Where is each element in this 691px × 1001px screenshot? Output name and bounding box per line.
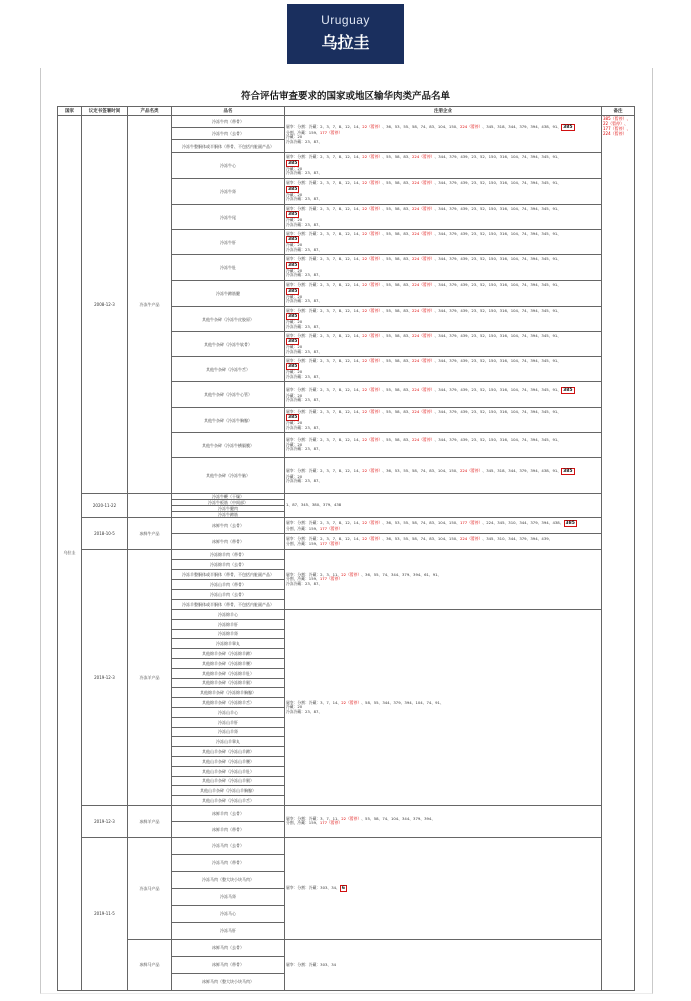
document-title: 符合评估审查要求的国家或地区输华肉类产品名单 (240, 91, 450, 102)
group-date: 2019-12-3 (82, 805, 128, 837)
enterprise-conditions: 屠宰：分割：冷藏：2、3、7、8、12、14、22（暂停）、55、58、83、224（暂停）、344、379、439、23、52、150、316、104、74、394、345、91、 385 冷藏：20 冷冻冷藏：23、87、 (285, 179, 602, 205)
highlighted-code: 385 (565, 520, 575, 526)
highlighted-code: 385 (288, 314, 298, 320)
table-row (58, 550, 635, 560)
header-protocol-date: 议定书签署时间 (82, 107, 128, 116)
group-category: 冰鲜马产品 (128, 939, 172, 990)
product-name: 其他牛杂碎（冷冻牛舌） (172, 357, 285, 382)
enterprise-conditions: 屠宰：分割：冷藏：3、7、11、22（暂停）、55、58、74、104、344、379、394、 分割，冷藏：159、177（暂停） (285, 805, 602, 837)
table-row (58, 837, 635, 854)
enterprise-conditions: 屠宰：分割：冷藏：2、3、11、22（暂停）、36、55、74、344、379、394、61、91、 分割，冷藏：159、177（暂停） 冷冻冷藏：23、87、 (285, 550, 602, 610)
product-name: 冷冻山羊肉（带骨） (172, 580, 285, 590)
table-row (58, 116, 635, 128)
highlighted-code: 385 (288, 237, 298, 243)
product-name: 冰鲜羊肉（去骨） (172, 805, 285, 821)
table-row (58, 518, 635, 534)
product-name: 冷冻绵羊肉（去骨） (172, 560, 285, 570)
country-banner (287, 4, 404, 64)
product-name: 冷冻牛肝 (172, 230, 285, 255)
enterprise-conditions: 屠宰：分割：冷藏：2、3、7、8、12、14、22（暂停）、55、58、83、224（暂停）、344、379、439、23、52、150、316、104、74、394、345、91、 385 冷藏：20 冷冻冷藏：23、87、 (285, 307, 602, 332)
group-date: 2019-11-5 (82, 837, 128, 990)
product-name: 冷冻牛板筋（中间部） (172, 500, 285, 506)
enterprise-conditions: 屠宰：分割：冷藏：2、3、7、8、12、14、22（暂停）、55、58、83、224（暂停）、344、379、439、23、52、150、316、104、74、394、345、91、 385 冷藏：20 冷冻冷藏：23、87、 (285, 382, 602, 408)
product-name: 冰鲜马肉（整大块小块马肉） (172, 973, 285, 990)
product-name: 冷冻绵羊肉（带骨） (172, 550, 285, 560)
highlighted-code: 385 (288, 186, 298, 192)
product-name: 冷冻绵羊肾 (172, 629, 285, 639)
product-name: 冷冻山羊心 (172, 707, 285, 717)
enterprise-conditions: 屠宰：分割：冷藏：3、7、14、22（暂停）、58、55、344、379、394、104、74、91、 冷藏：20 冷冻冷藏：23、87、 (285, 610, 602, 806)
highlighted-code: 385 (563, 468, 573, 474)
enterprise-conditions: 屠宰：分割：冷藏：2、3、7、8、12、14、22（暂停）、55、58、83、224（暂停）、344、379、439、23、52、150、316、104、74、394、345、91、 冷藏：20 冷冻冷藏：23、87、 (285, 433, 602, 458)
enterprise-conditions: 屠宰：分割：冷藏：303、34 (285, 939, 602, 990)
group-date: 2018-10-5 (82, 518, 128, 550)
product-name: 其他绵羊杂碎（冷冻绵羊腰） (172, 658, 285, 668)
enterprise-conditions: 屠宰：分割：冷藏：2、3、7、8、12、14、22（暂停）、55、58、83、224（暂停）、344、379、439、23、52、150、316、104、74、394、345、91、 385 冷藏：20 冷冻冷藏：23、87、 (285, 205, 602, 230)
product-name: 冷冻牛整胴体或半胴体（带骨、不包括内脏副产品） (172, 140, 285, 153)
table-row (58, 939, 635, 956)
product-name: 其他牛杂碎（冷冻牛心管） (172, 382, 285, 408)
product-name: 其他绵羊杂碎（冷冻绵羊腿） (172, 678, 285, 688)
product-name: 其他山羊杂碎（冷冻山羊舌） (172, 796, 285, 806)
product-name: 冰鲜马肉（去骨） (172, 939, 285, 956)
product-list-table (57, 106, 635, 991)
header-country: 国家 (58, 107, 82, 116)
product-name: 冷冻马肝 (172, 922, 285, 939)
product-name: 冷冻牛蹄筋 (172, 512, 285, 518)
group-date: 2019-12-3 (82, 550, 128, 806)
group-category: 冷冻羊产品 (128, 550, 172, 806)
product-name: 冷冻牛腱肉 (172, 506, 285, 512)
highlighted-code: 385 (288, 212, 298, 218)
product-name: 冷冻牛蹄筋腱 (172, 281, 285, 307)
group-date: 2020-11-22 (82, 494, 128, 518)
product-name: 冷冻马肉（带骨） (172, 854, 285, 871)
group-date: 2008-12-3 (82, 116, 128, 494)
product-name: 冷冻羊整胴体或半胴体（带骨，不包括内脏副产品） (172, 570, 285, 580)
product-name: 冷冻山羊肉（去骨） (172, 590, 285, 600)
header-product-name: 品名 (172, 107, 285, 116)
header-registered-enterprises: 注册企业 (285, 107, 602, 116)
enterprise-conditions: 1、87、345、380、379、438 (285, 494, 602, 518)
banner-country-chinese: 乌拉圭 (321, 33, 370, 52)
product-name: 其他山羊杂碎（冷冻山羊肚） (172, 766, 285, 776)
enterprise-conditions: 屠宰：分割：冷藏：2、3、7、8、12、14、22（暂停）、36、53、55、58、74、83、104、150、224（暂停）、345、310、344、379、394、439、 分割，冷藏：159、177（暂停） (285, 534, 602, 550)
highlighted-code: 6 (341, 885, 345, 891)
enterprise-conditions: 屠宰：分割：冷藏：2、3、7、8、12、14、22（暂停）、36、53、55、58、74、83、104、150、224（暂停）、345、318、344、379、394、438、91、 385 冷藏：20 冷冻冷藏：23、87、 (285, 458, 602, 494)
product-name: 冷冻绵羊睾丸 (172, 639, 285, 649)
header-remark: 备注 (602, 107, 635, 116)
highlighted-code: 385 (288, 288, 298, 294)
group-category: 冰鲜牛产品 (128, 518, 172, 550)
group-category: 冷冻牛产品 (128, 116, 172, 494)
product-name: 冷冻羊整胴体或半胴体（带骨，不包括内脏副产品） (172, 600, 285, 610)
enterprise-conditions: 屠宰：分割：冷藏：2、3、7、8、12、14、22（暂停）、55、58、83、224（暂停）、344、379、439、23、52、150、316、104、74、394、345、91、 385 冷藏：20 冷冻冷藏：23、87、 (285, 408, 602, 433)
country-cell: 乌拉圭 (58, 116, 82, 991)
highlighted-code: 385 (288, 160, 298, 166)
enterprise-conditions: 屠宰：分割：冷藏：2、3、7、8、12、14、22（暂停）、55、58、83、224（暂停）、344、379、439、23、52、150、316、104、74、394、345、91、 385 冷藏：20 冷冻冷藏：23、87、 (285, 357, 602, 382)
product-name: 冰鲜牛肉（去骨） (172, 518, 285, 534)
product-name: 冷冻牛鞭（干燥） (172, 494, 285, 500)
product-name: 其他山羊杂碎（冷冻山羊蹄） (172, 747, 285, 757)
product-name: 其他绵羊杂碎（冷冻绵羊舌） (172, 698, 285, 708)
document-page (57, 88, 634, 988)
product-name: 冷冻山羊睾丸 (172, 737, 285, 747)
product-name: 冷冻牛肾 (172, 179, 285, 205)
product-name: 冷冻马肉（整大块小块马肉） (172, 871, 285, 888)
enterprise-conditions: 屠宰：分割：冷藏：2、3、7、8、12、14、22（暂停）、55、58、83、224（暂停）、344、379、439、23、52、150、316、104、74、394、345、91、 385 冷藏：20 冷冻冷藏：23、87、 (285, 255, 602, 281)
table-row (58, 805, 635, 821)
header-category: 产品名类 (128, 107, 172, 116)
banner-country-english: Uruguay (321, 13, 370, 27)
product-name: 冷冻绵羊肝 (172, 619, 285, 629)
highlighted-code: 385 (563, 124, 573, 130)
product-name: 其他牛杂碎（冷冻牛软骨） (172, 332, 285, 357)
product-name: 其他牛杂碎（冷冻牛横膈膜） (172, 433, 285, 458)
product-name: 其他牛杂碎（冷冻牛胸腺） (172, 408, 285, 433)
highlighted-code: 385 (288, 415, 298, 421)
enterprise-conditions: 屠宰：分割：冷藏：2、3、7、8、12、14、22（暂停）、36、53、55、58、74、83、104、150、224（暂停）、345、318、344、379、394、438、91、 385 分割，冷藏：159、177（暂停） 冷藏：20 冷冻冷藏：23、87、 (285, 116, 602, 153)
product-name: 冰鲜马肉（带骨） (172, 956, 285, 973)
product-name: 其他牛杂碎（冷冻牛脑） (172, 458, 285, 494)
product-name: 冷冻牛肉（带骨） (172, 116, 285, 128)
product-name: 其他山羊杂碎（冷冻山羊腰） (172, 756, 285, 766)
product-name: 冷冻马肾 (172, 888, 285, 905)
group-category: 冷冻马产品 (128, 837, 172, 939)
product-name: 其他山羊杂碎（冷冻山羊腿） (172, 776, 285, 786)
enterprise-conditions: 屠宰：分割：冷藏：2、3、7、8、12、14、22（暂停）、55、58、83、224（暂停）、344、379、439、23、52、150、316、104、74、394、345、91、 385 冷藏：20 冷冻冷藏：23、87、 (285, 153, 602, 179)
group-category: 冰鲜羊产品 (128, 805, 172, 837)
product-name: 冷冻马心 (172, 905, 285, 922)
product-name: 其他牛杂碎（冷冻牛皮胶原） (172, 307, 285, 332)
remark-cell: 385（暂停）、22（暂停）、177（暂停）、224（暂停） (602, 116, 635, 991)
product-name: 冷冻牛心 (172, 153, 285, 179)
enterprise-conditions: 屠宰：分割：冷藏：2、3、7、8、12、14、22（暂停）、55、58、83、224（暂停）、344、379、439、23、52、150、316、104、74、394、345、91、 385 冷藏：20 冷冻冷藏：23、87、 (285, 332, 602, 357)
product-name: 冷冻山羊肝 (172, 717, 285, 727)
product-name: 其他山羊杂碎（冷冻山羊胸腺） (172, 786, 285, 796)
highlighted-code: 385 (288, 364, 298, 370)
enterprise-conditions: 屠宰：分割：冷藏：2、3、7、8、12、14、22（暂停）、55、58、83、224（暂停）、344、379、439、23、52、150、316、104、74、394、345、91、 385 冷藏：20 冷冻冷藏：23、87、 (285, 281, 602, 307)
product-name: 冷冻绵羊心 (172, 610, 285, 620)
enterprise-conditions: 屠宰：分割：冷藏：303、34、 6 (285, 837, 602, 939)
group-category (128, 494, 172, 518)
product-name: 冷冻山羊肾 (172, 727, 285, 737)
product-name: 冷冻马肉（去骨） (172, 837, 285, 854)
enterprise-conditions: 屠宰：分割：冷藏：2、3、7、8、12、14、22（暂停）、55、58、83、224（暂停）、344、379、439、23、52、150、316、104、74、394、345、91、 385 冷藏：20 冷冻冷藏：23、87、 (285, 230, 602, 255)
product-name: 其他绵羊杂碎（冷冻绵羊蹄） (172, 649, 285, 659)
highlighted-code: 385 (288, 262, 298, 268)
product-name: 冷冻牛肉（去骨） (172, 128, 285, 140)
product-name: 其他绵羊杂碎（冷冻绵羊胸腺） (172, 688, 285, 698)
product-name: 冰鲜牛肉（带骨） (172, 534, 285, 550)
product-name: 其他绵羊杂碎（冷冻绵羊肚） (172, 668, 285, 678)
table-row (58, 494, 635, 500)
highlighted-code: 385 (288, 339, 298, 345)
product-name: 冷冻牛尾 (172, 205, 285, 230)
product-name: 冰鲜羊肉（带骨） (172, 821, 285, 837)
enterprise-conditions: 屠宰：分割：冷藏：2、3、7、8、12、14、22（暂停）、36、53、55、58、74、83、104、150、177（暂停）、224、345、310、344、379、394、438、 385 分割，冷藏：159、177（暂停） (285, 518, 602, 534)
product-name: 冷冻牛肚 (172, 255, 285, 281)
highlighted-code: 385 (563, 387, 573, 393)
table-header-row (58, 107, 635, 116)
